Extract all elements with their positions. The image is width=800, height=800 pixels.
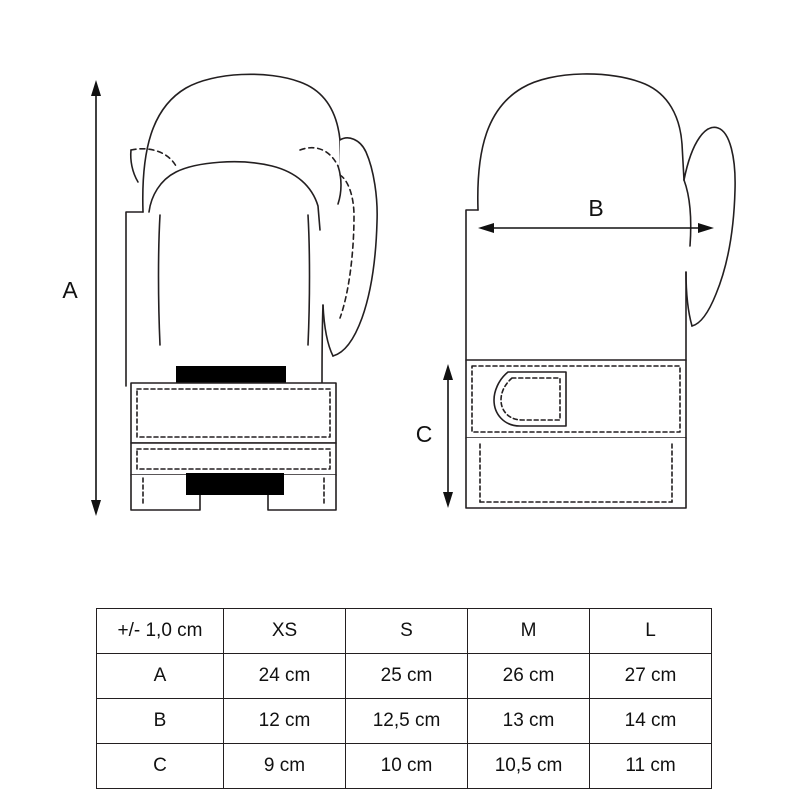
size-table <box>96 608 712 789</box>
tolerance-cell: +/- 1,0 cm <box>97 609 224 654</box>
cell-c-xs: 9 cm <box>224 744 346 789</box>
dimension-a-label: A <box>62 277 78 303</box>
cell-b-l: 14 cm <box>590 699 712 744</box>
glove-back-view <box>466 74 735 508</box>
cell-c-l: 11 cm <box>590 744 712 789</box>
cell-b-s: 12,5 cm <box>346 699 468 744</box>
column-header-s: S <box>346 609 468 654</box>
cell-a-l: 27 cm <box>590 654 712 699</box>
dimension-a <box>91 80 101 516</box>
table-header-row <box>97 609 712 654</box>
glove-palm-view <box>126 74 377 510</box>
cell-c-s: 10 cm <box>346 744 468 789</box>
dimension-c <box>443 364 453 508</box>
cell-b-xs: 12 cm <box>224 699 346 744</box>
column-header-l: L <box>590 609 712 654</box>
cell-a-s: 25 cm <box>346 654 468 699</box>
table-row <box>97 654 712 699</box>
column-header-xs: XS <box>224 609 346 654</box>
dimension-b-label: B <box>588 195 604 221</box>
cell-a-xs: 24 cm <box>224 654 346 699</box>
column-header-m: M <box>468 609 590 654</box>
row-label-b: B <box>97 699 224 744</box>
table-row <box>97 699 712 744</box>
cell-a-m: 26 cm <box>468 654 590 699</box>
row-label-c: C <box>97 744 224 789</box>
dimension-b <box>478 223 714 233</box>
row-label-a: A <box>97 654 224 699</box>
table-row <box>97 744 712 789</box>
size-table-container <box>96 608 706 789</box>
cell-c-m: 10,5 cm <box>468 744 590 789</box>
cell-b-m: 13 cm <box>468 699 590 744</box>
dimension-c-label: C <box>415 421 433 447</box>
